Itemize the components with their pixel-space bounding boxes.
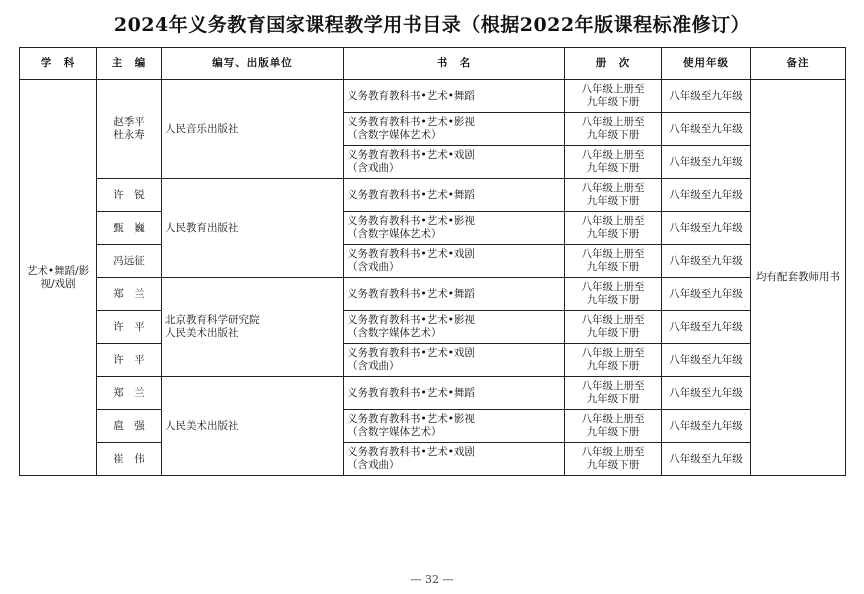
editor-cell: 郑 兰 <box>97 278 162 311</box>
editor-cell: 郑 兰 <box>97 377 162 410</box>
table-row <box>20 278 846 311</box>
book-title-cell: 义务教育教科书•艺术•舞蹈 <box>344 179 565 212</box>
table-row <box>20 377 846 410</box>
publisher-cell: 人民音乐出版社 <box>162 80 344 179</box>
grade-cell: 八年级至九年级 <box>662 212 751 245</box>
volume-cell: 八年级上册至 九年级下册 <box>565 443 662 476</box>
table-row <box>20 344 846 377</box>
volume-cell: 八年级上册至 九年级下册 <box>565 179 662 212</box>
volume-cell: 八年级上册至 九年级下册 <box>565 344 662 377</box>
page-title: 2024年义务教育国家课程教学用书目录（根据2022年版课程标准修订） <box>113 14 751 36</box>
volume-cell: 八年级上册至 九年级下册 <box>565 278 662 311</box>
editor-cell: 冯远征 <box>97 245 162 278</box>
editor-cell: 崔 伟 <box>97 443 162 476</box>
book-title-cell: 义务教育教科书•艺术•影视 （含数字媒体艺术） <box>344 212 565 245</box>
table-row <box>20 410 846 443</box>
volume-cell: 八年级上册至 九年级下册 <box>565 377 662 410</box>
volume-cell: 八年级上册至 九年级下册 <box>565 245 662 278</box>
grade-cell: 八年级至九年级 <box>662 377 751 410</box>
table-row <box>20 311 846 344</box>
grade-cell: 八年级至九年级 <box>662 80 751 113</box>
textbook-catalog-table <box>19 47 846 476</box>
table-header-row <box>20 48 846 80</box>
book-title-cell: 义务教育教科书•艺术•舞蹈 <box>344 80 565 113</box>
volume-cell: 八年级上册至 九年级下册 <box>565 146 662 179</box>
book-title-cell: 义务教育教科书•艺术•影视 （含数字媒体艺术） <box>344 410 565 443</box>
grade-cell: 八年级至九年级 <box>662 311 751 344</box>
book-title-cell: 义务教育教科书•艺术•影视 （含数字媒体艺术） <box>344 113 565 146</box>
grade-cell: 八年级至九年级 <box>662 443 751 476</box>
publisher-cell: 人民美术出版社 <box>162 377 344 476</box>
volume-cell: 八年级上册至 九年级下册 <box>565 80 662 113</box>
editor-cell: 赵季平 杜永寿 <box>97 80 162 179</box>
table-row <box>20 245 846 278</box>
editor-cell: 甄 巍 <box>97 212 162 245</box>
header-editor: 主 编 <box>97 48 162 80</box>
table-body <box>20 80 846 476</box>
table-row <box>20 179 846 212</box>
book-title-cell: 义务教育教科书•艺术•戏剧 （含戏曲） <box>344 344 565 377</box>
book-title-cell: 义务教育教科书•艺术•舞蹈 <box>344 377 565 410</box>
subject-cell: 艺术•舞蹈/影视/戏剧 <box>20 80 97 476</box>
book-title-cell: 义务教育教科书•艺术•影视 （含数字媒体艺术） <box>344 311 565 344</box>
grade-cell: 八年级至九年级 <box>662 410 751 443</box>
publisher-cell: 北京教育科学研究院 人民美术出版社 <box>162 278 344 377</box>
volume-cell: 八年级上册至 九年级下册 <box>565 212 662 245</box>
book-title-cell: 义务教育教科书•艺术•戏剧 （含戏曲） <box>344 146 565 179</box>
remark-cell: 均有配套教师用书 <box>751 80 846 476</box>
book-title-cell: 义务教育教科书•艺术•戏剧 （含戏曲） <box>344 245 565 278</box>
table-row <box>20 443 846 476</box>
grade-cell: 八年级至九年级 <box>662 344 751 377</box>
header-book-title: 书 名 <box>344 48 565 80</box>
grade-cell: 八年级至九年级 <box>662 245 751 278</box>
grade-cell: 八年级至九年级 <box>662 278 751 311</box>
grade-cell: 八年级至九年级 <box>662 146 751 179</box>
header-grade: 使用年级 <box>662 48 751 80</box>
table-row <box>20 80 846 113</box>
editor-cell: 许 平 <box>97 311 162 344</box>
editor-cell: 许 锐 <box>97 179 162 212</box>
header-subject: 学 科 <box>20 48 97 80</box>
header-volume: 册 次 <box>565 48 662 80</box>
volume-cell: 八年级上册至 九年级下册 <box>565 311 662 344</box>
editor-cell: 扈 强 <box>97 410 162 443</box>
grade-cell: 八年级至九年级 <box>662 179 751 212</box>
editor-cell: 许 平 <box>97 344 162 377</box>
volume-cell: 八年级上册至 九年级下册 <box>565 113 662 146</box>
table-row <box>20 212 846 245</box>
publisher-cell: 人民教育出版社 <box>162 179 344 278</box>
grade-cell: 八年级至九年级 <box>662 113 751 146</box>
volume-cell: 八年级上册至 九年级下册 <box>565 410 662 443</box>
header-publisher: 编写、出版单位 <box>162 48 344 80</box>
page-number: — 32 — <box>410 573 454 586</box>
book-title-cell: 义务教育教科书•艺术•舞蹈 <box>344 278 565 311</box>
book-title-cell: 义务教育教科书•艺术•戏剧 （含戏曲） <box>344 443 565 476</box>
header-remark: 备注 <box>751 48 846 80</box>
